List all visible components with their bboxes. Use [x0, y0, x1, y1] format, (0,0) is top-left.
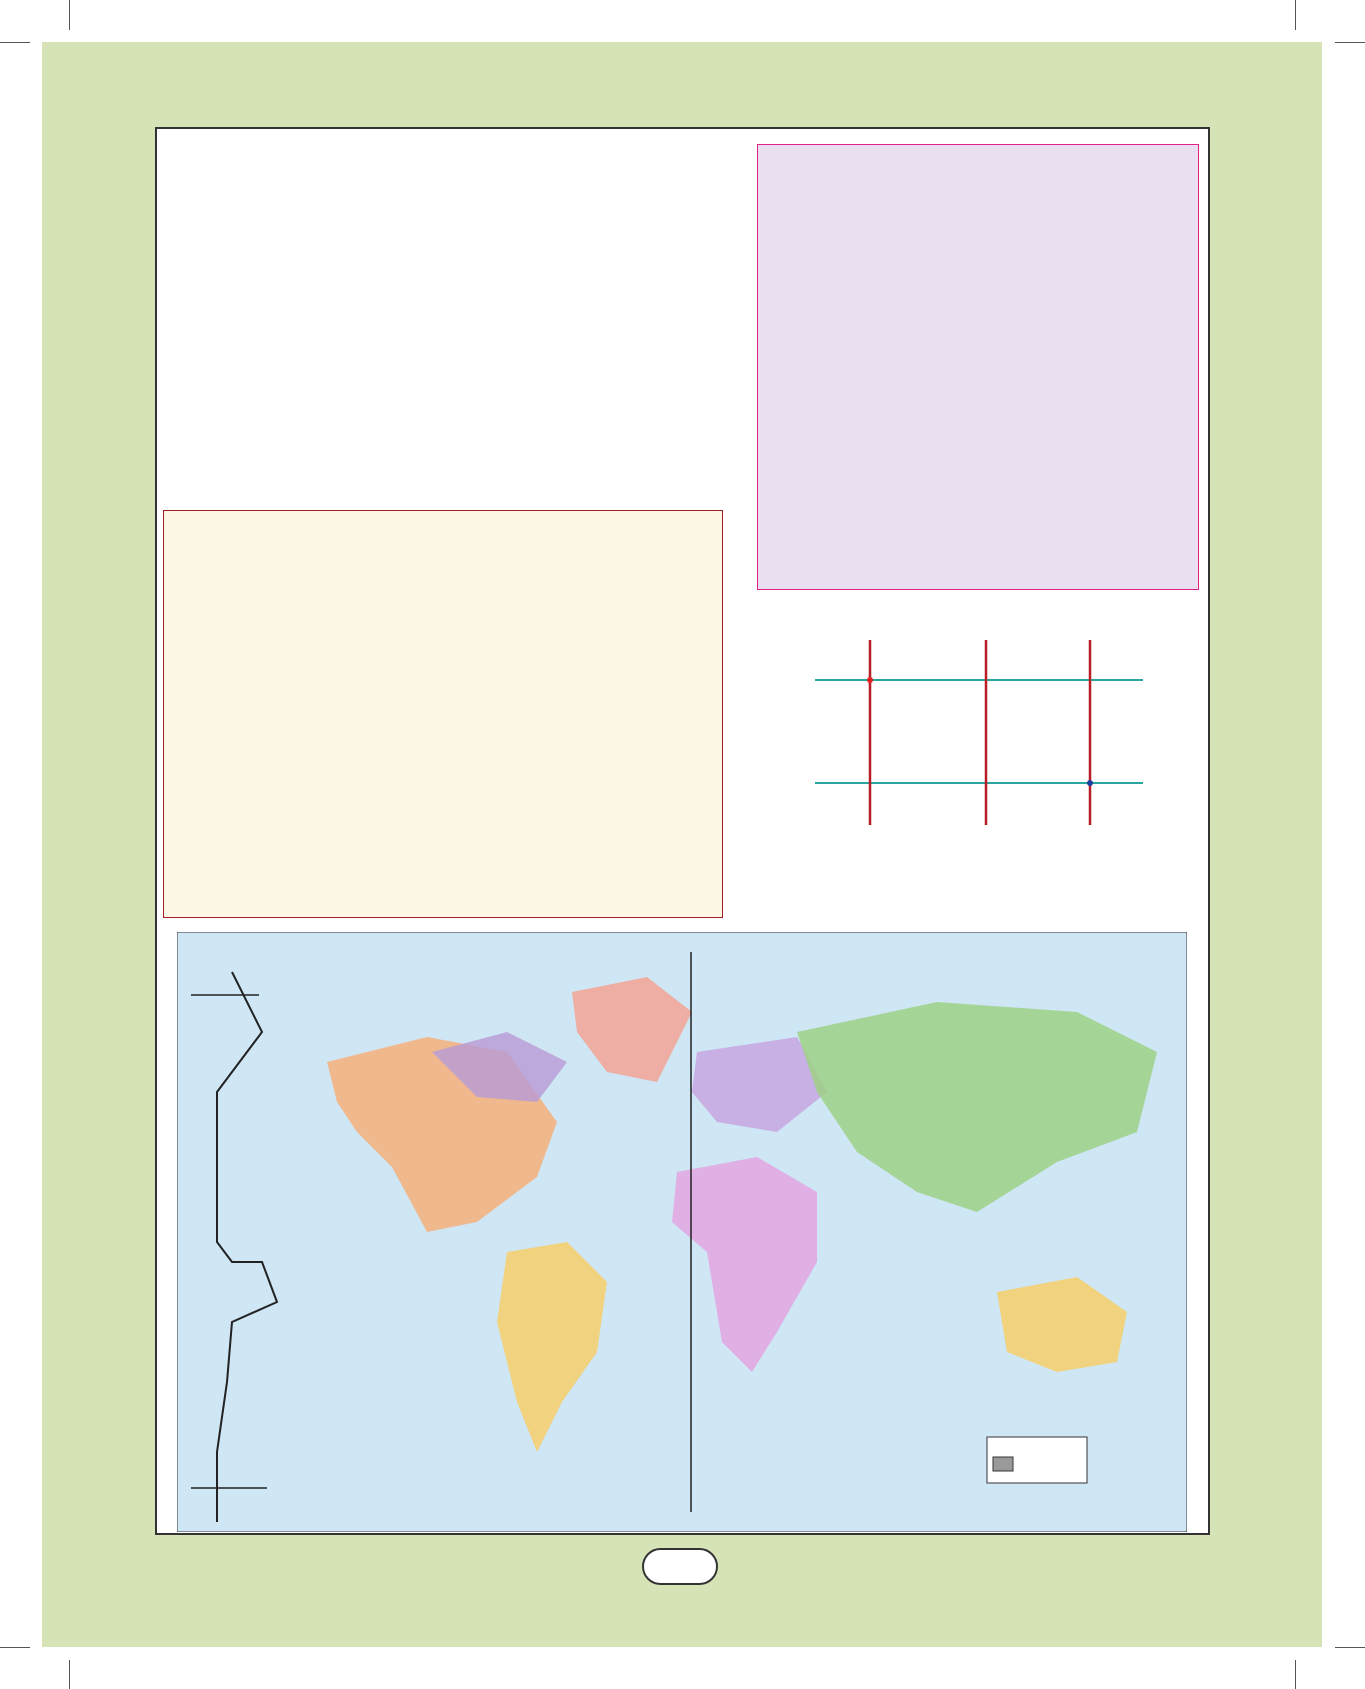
page-number — [642, 1548, 718, 1585]
crop-mark — [0, 42, 30, 43]
crop-mark — [69, 0, 70, 30]
crop-mark — [1335, 1647, 1365, 1648]
left-column — [165, 140, 725, 168]
point-y-dot — [1087, 780, 1093, 786]
crop-mark — [1295, 1660, 1296, 1689]
worked-example-box — [163, 510, 723, 918]
crop-mark — [1295, 0, 1296, 30]
crop-mark — [1335, 42, 1365, 43]
longitude-diagram — [755, 610, 1155, 880]
time-zone-map — [177, 932, 1187, 1532]
legend-swatch — [993, 1457, 1013, 1471]
point-x-dot — [867, 677, 873, 683]
crop-mark — [69, 1660, 70, 1689]
samoa-box — [757, 144, 1199, 590]
crop-mark — [0, 1647, 30, 1648]
